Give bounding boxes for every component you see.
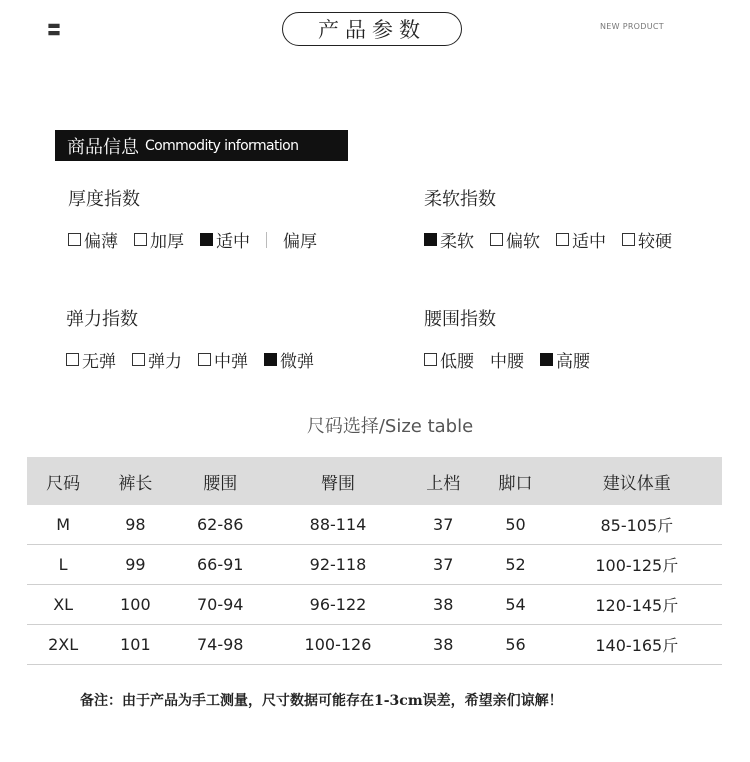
empty-box-icon: [134, 233, 147, 246]
index-title: 柔软指数: [424, 189, 496, 210]
page-title: 产品参数: [282, 12, 462, 46]
table-cell: 140-165斤: [552, 625, 722, 665]
table-cell: 120-145斤: [552, 585, 722, 625]
empty-box-icon: [424, 353, 437, 366]
size-table-header-cell: 臀围: [269, 457, 407, 505]
table-cell: 88-114: [269, 505, 407, 545]
index-options: [66, 347, 330, 372]
index-option: [198, 347, 248, 372]
size-table-header-cell: 腰围: [172, 457, 269, 505]
option-label: 中弹: [214, 352, 248, 372]
option-label: 较硬: [638, 232, 672, 252]
index-option: [622, 227, 672, 252]
table-row: [27, 585, 722, 625]
table-cell: 99: [99, 545, 171, 585]
option-separator: [266, 232, 267, 248]
table-cell: 100-126: [269, 625, 407, 665]
index-option: [68, 227, 118, 252]
table-cell: M: [27, 505, 99, 545]
option-label: 适中: [572, 232, 606, 252]
size-table-header-cell: 尺码: [27, 457, 99, 505]
size-table-header-cell: 脚口: [479, 457, 551, 505]
index-options: [424, 347, 606, 372]
index-option: [424, 227, 474, 252]
size-table-header-cell: 上档: [407, 457, 479, 505]
checked-box-icon: [264, 353, 277, 366]
size-table-body: [27, 505, 722, 665]
table-cell: 70-94: [172, 585, 269, 625]
table-cell: 101: [99, 625, 171, 665]
index-option: [264, 347, 314, 372]
table-cell: 92-118: [269, 545, 407, 585]
checked-box-icon: [424, 233, 437, 246]
menu-icon: 〓: [47, 23, 61, 39]
empty-box-icon: [66, 353, 79, 366]
table-cell: 2XL: [27, 625, 99, 665]
section-title-en: Commodity information: [145, 137, 299, 154]
table-row: [27, 625, 722, 665]
table-cell: 38: [407, 585, 479, 625]
option-label: 偏软: [506, 232, 540, 252]
option-label: 弹力: [148, 352, 182, 372]
index-option: [66, 347, 116, 372]
table-cell: 66-91: [172, 545, 269, 585]
elasticity-index: [66, 307, 330, 372]
size-table: [27, 457, 722, 665]
empty-box-icon: [68, 233, 81, 246]
section-title-cn: 商品信息: [67, 136, 139, 158]
table-cell: 85-105斤: [552, 505, 722, 545]
size-table-header-cell: 裤长: [99, 457, 171, 505]
size-table-header-row: [27, 457, 722, 505]
index-options: [424, 227, 688, 252]
table-cell: XL: [27, 585, 99, 625]
option-label: 柔软: [440, 232, 474, 252]
table-cell: L: [27, 545, 99, 585]
empty-box-icon: [198, 353, 211, 366]
index-option: [540, 347, 590, 372]
index-option: [424, 347, 474, 372]
option-label: 偏厚: [283, 232, 317, 252]
waist-index: [424, 307, 606, 372]
index-options: [68, 227, 333, 252]
index-option: [556, 227, 606, 252]
table-row: [27, 545, 722, 585]
index-option: [283, 227, 317, 252]
table-cell: 62-86: [172, 505, 269, 545]
table-cell: 52: [479, 545, 551, 585]
option-label: 无弹: [82, 352, 116, 372]
empty-box-icon: [556, 233, 569, 246]
empty-box-icon: [622, 233, 635, 246]
measurement-note: 备注：由于产品为手工测量，尺寸数据可能存在1-3cm误差，希望亲们谅解！: [80, 693, 563, 709]
index-option: [132, 347, 182, 372]
checked-box-icon: [200, 233, 213, 246]
option-label: 适中: [216, 232, 250, 252]
option-label: 偏薄: [84, 232, 118, 252]
table-cell: 38: [407, 625, 479, 665]
table-cell: 54: [479, 585, 551, 625]
index-option: [490, 347, 524, 372]
softness-index: [424, 187, 688, 252]
thickness-index: [68, 187, 333, 252]
table-row: [27, 505, 722, 545]
index-title: 厚度指数: [68, 189, 140, 210]
index-title: 弹力指数: [66, 309, 138, 330]
size-table-title: 尺码选择/Size table: [306, 416, 474, 437]
table-cell: 56: [479, 625, 551, 665]
table-cell: 37: [407, 505, 479, 545]
table-cell: 100-125斤: [552, 545, 722, 585]
empty-box-icon: [132, 353, 145, 366]
table-cell: 50: [479, 505, 551, 545]
table-cell: 96-122: [269, 585, 407, 625]
checked-box-icon: [540, 353, 553, 366]
option-label: 低腰: [440, 352, 474, 372]
table-cell: 98: [99, 505, 171, 545]
option-label: 中腰: [490, 352, 524, 372]
index-option: [134, 227, 184, 252]
index-title: 腰围指数: [424, 309, 496, 330]
index-option: [490, 227, 540, 252]
size-table-header-cell: 建议体重: [552, 457, 722, 505]
empty-box-icon: [490, 233, 503, 246]
option-label: 高腰: [556, 352, 590, 372]
new-product-tag: NEW PRODUCT: [600, 22, 664, 31]
table-cell: 37: [407, 545, 479, 585]
option-label: 微弹: [280, 352, 314, 372]
index-option: [200, 227, 250, 252]
table-cell: 74-98: [172, 625, 269, 665]
table-cell: 100: [99, 585, 171, 625]
option-label: 加厚: [150, 232, 184, 252]
section-banner: [55, 130, 348, 161]
